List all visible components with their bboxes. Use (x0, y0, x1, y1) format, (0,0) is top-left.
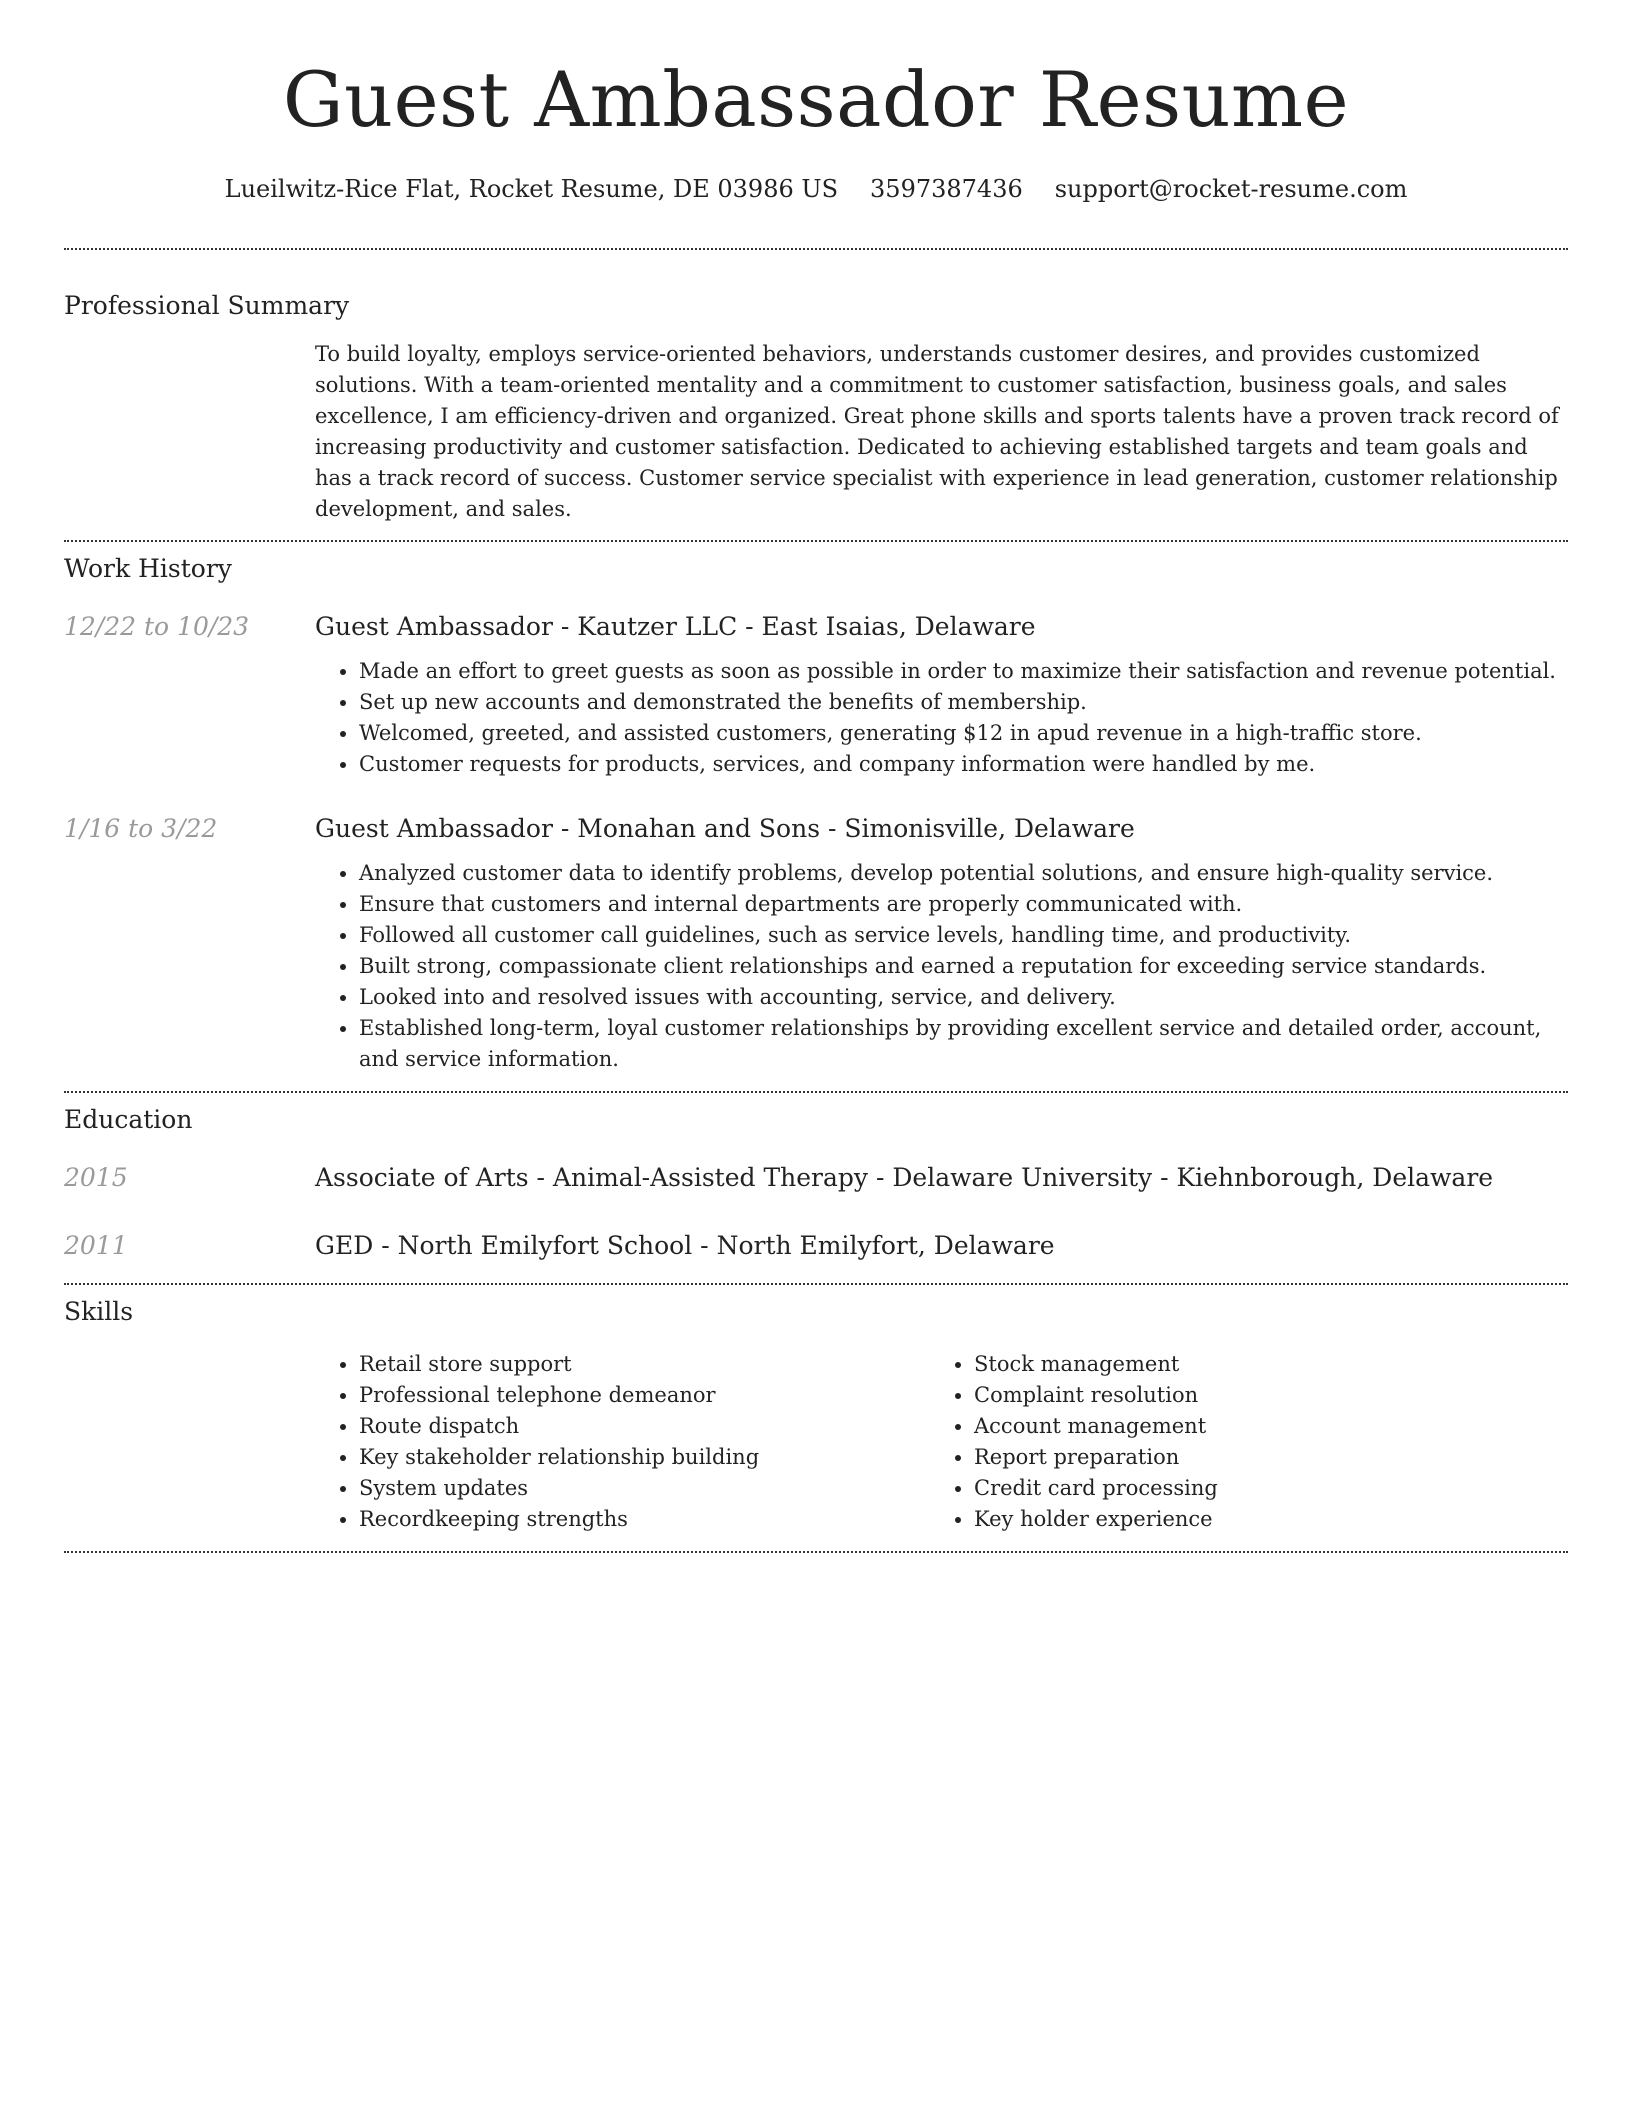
email-text: support@rocket-resume.com (1054, 175, 1408, 203)
skill-item: • Report preparation (974, 1442, 1534, 1473)
section-title-work: Work History (64, 554, 232, 583)
job-bullet: • Customer requests for products, services, and company information were handled by me. (359, 749, 1568, 780)
education-year: 2015 (64, 1163, 128, 1192)
job-bullet: • Made an effort to greet guests as soon as possible in order to maximize their satisfaction and revenue potential. (359, 656, 1568, 687)
skill-item: • Key holder experience (974, 1504, 1534, 1535)
skills-list-right (930, 1349, 1534, 1535)
contact-line (64, 172, 1568, 206)
job-bullet: • Ensure that customers and internal departments are properly communicated with. (359, 889, 1568, 920)
summary-text: To build loyalty, employs service-oriented behaviors, understands customer desires, and provides customized solutions. With a team-oriented mentality and a commitment to customer satisfaction, business goals, and sales excellence, I am efficiency-driven and organized. Great phone skills and sports talents have a proven track record of increasing productivity and customer satisfaction. Dedicated to achieving established targets and team goals and has a track record of success. Customer service specialist with experience in lead generation, customer relationship development, and sales. (315, 342, 1559, 521)
skill-item: • Stock management (974, 1349, 1534, 1380)
summary-section (64, 250, 1568, 525)
job-dates: 12/22 to 10/23 (64, 612, 250, 641)
education-title: GED - North Emilyfort School - North Emilyfort, Delaware (315, 1231, 1055, 1260)
section-title-education: Education (64, 1105, 193, 1134)
resume-title: Guest Ambassador Resume (282, 55, 1350, 144)
address-text: Lueilwitz-Rice Flat, Rocket Resume, DE 03986 US (224, 175, 839, 203)
education-entry (64, 1229, 1568, 1263)
skill-item: • Professional telephone demeanor (359, 1380, 930, 1411)
skill-item: • Complaint resolution (974, 1380, 1534, 1411)
skill-item: • System updates (359, 1473, 930, 1504)
job-bullet: • Followed all customer call guidelines, such as service levels, handling time, and productivity. (359, 920, 1568, 951)
job-entry (64, 610, 1568, 780)
job-bullet: • Analyzed customer data to identify problems, develop potential solutions, and ensure high-quality service. (359, 858, 1568, 889)
skill-item: • Route dispatch (359, 1411, 930, 1442)
job-bullet: • Established long-term, loyal customer relationships by providing excellent service and detailed order, account, and service information. (359, 1013, 1568, 1075)
education-year: 2011 (64, 1231, 128, 1260)
skills-section (64, 1285, 1568, 1535)
section-title-skills: Skills (64, 1297, 134, 1326)
education-title: Associate of Arts - Animal-Assisted Therapy - Delaware University - Kiehnborough, Delaware (315, 1163, 1494, 1192)
resume-page (64, 0, 1568, 1553)
skill-item: • Recordkeeping strengths (359, 1504, 930, 1535)
education-entry (64, 1161, 1568, 1195)
section-title-summary: Professional Summary (64, 291, 350, 320)
job-bullet: • Welcomed, greeted, and assisted customers, generating $12 in apud revenue in a high-traffic store. (359, 718, 1568, 749)
skill-item: • Credit card processing (974, 1473, 1534, 1504)
skill-item: • Account management (974, 1411, 1534, 1442)
job-bullet: • Built strong, compassionate client relationships and earned a reputation for exceeding service standards. (359, 951, 1568, 982)
job-dates: 1/16 to 3/22 (64, 814, 218, 843)
job-title: Guest Ambassador - Monahan and Sons - Simonisville, Delaware (315, 814, 1135, 843)
phone-text: 3597387436 (870, 175, 1023, 203)
job-bullets (315, 858, 1568, 1075)
divider (64, 1551, 1568, 1553)
work-section (64, 542, 1568, 1075)
job-title: Guest Ambassador - Kautzer LLC - East Isaias, Delaware (315, 612, 1036, 641)
skill-item: • Retail store support (359, 1349, 930, 1380)
skill-item: • Key stakeholder relationship building (359, 1442, 930, 1473)
skills-list-left (315, 1349, 930, 1535)
skills-grid (315, 1349, 1568, 1535)
job-entry (64, 812, 1568, 1075)
job-bullet: • Looked into and resolved issues with accounting, service, and delivery. (359, 982, 1568, 1013)
job-bullet: • Set up new accounts and demonstrated the benefits of membership. (359, 687, 1568, 718)
education-section (64, 1093, 1568, 1263)
job-bullets (315, 656, 1568, 780)
